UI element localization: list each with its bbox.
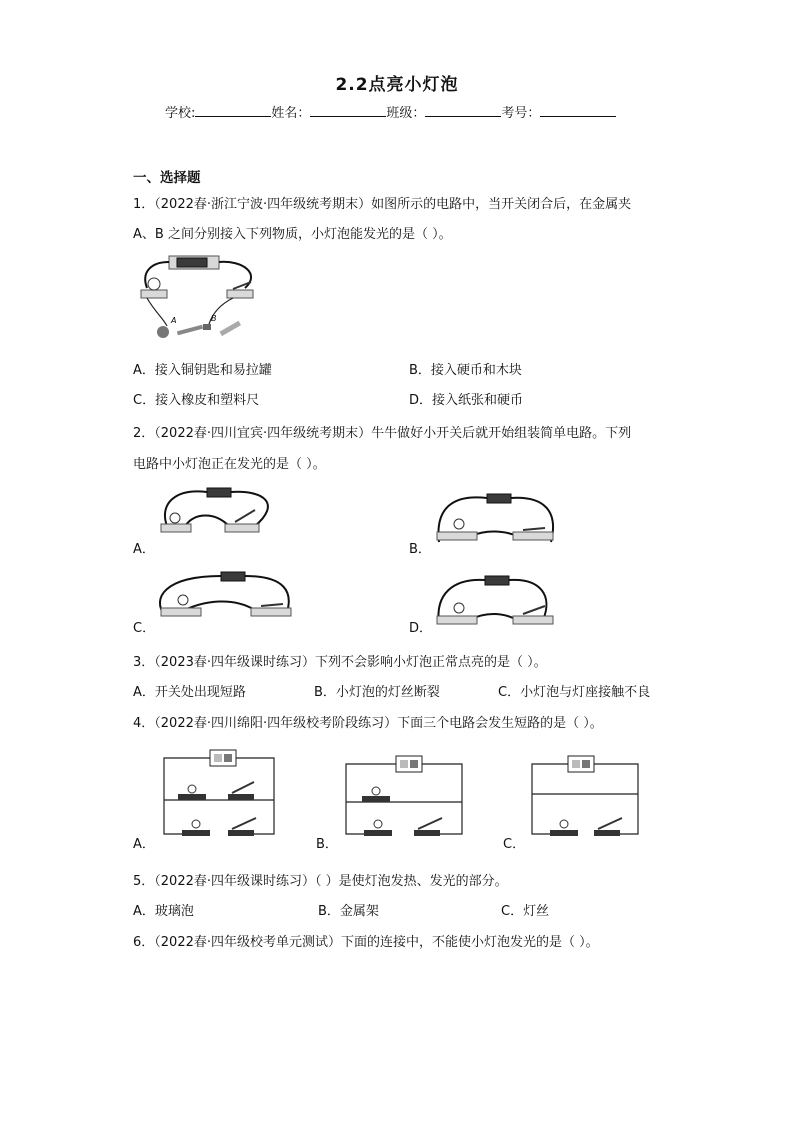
q1-option-b[interactable]: B．接入硬币和木块: [409, 363, 522, 378]
clip-b-label: B: [211, 314, 217, 323]
q2-circuit-b: [433, 490, 563, 548]
exam-number-blank[interactable]: [540, 102, 616, 117]
battery: [177, 258, 207, 267]
q3-option-b[interactable]: B．小灯泡的灯丝断裂: [314, 685, 440, 700]
q4-circuit-a: [158, 748, 278, 838]
q5-option-c[interactable]: C．灯丝: [501, 904, 550, 919]
q1-option-d[interactable]: D．接入纸张和硬币: [409, 393, 524, 408]
wire-to-clip-a: [147, 298, 167, 326]
q2-circuit-d: [433, 572, 563, 630]
q3-option-c[interactable]: C．小灯泡与灯座接触不良: [498, 685, 651, 700]
section-heading: 一、选择题: [133, 170, 201, 186]
question-5-line-1: 5．（2022春·四年级课时练习）（ ）是使灯泡发热、发光的部分。: [133, 874, 508, 889]
q2-circuit-a: [155, 484, 285, 542]
bulb-icon: [148, 278, 160, 290]
q2-option-b-label[interactable]: B．: [409, 542, 431, 557]
key-icon: [177, 325, 203, 336]
question-1-line-2: A、B 之间分别接入下列物质，小灯泡能发光的是（ ）。: [133, 227, 452, 242]
exam-number-label: 考号：: [501, 106, 541, 121]
q2-option-a-label[interactable]: A．: [133, 542, 155, 557]
student-info-line: [165, 102, 616, 121]
question-2-line-2: 电路中小灯泡正在发光的是（ ）。: [133, 457, 326, 472]
name-label: 姓名：: [271, 106, 311, 121]
coin-icon: [157, 326, 169, 338]
q2-option-c-label[interactable]: C．: [133, 621, 156, 636]
switch-base: [227, 290, 253, 298]
clip-a-label: A: [171, 316, 177, 325]
question-3-line-1: 3．（2023春·四年级课时练习）下列不会影响小灯泡正常点亮的是（ ）。: [133, 655, 547, 670]
q2-circuit-c: [155, 568, 295, 628]
q4-circuit-b: [342, 754, 464, 838]
question-1-line-1: 1．（2022春·浙江宁波·四年级统考期末）如图所示的电路中，当开关闭合后，在金属夹: [133, 197, 632, 212]
q5-option-a[interactable]: A．玻璃泡: [133, 904, 194, 919]
q1-option-a[interactable]: A．接入铜钥匙和易拉罐: [133, 363, 272, 378]
school-label: 学校:: [165, 106, 196, 121]
q2-option-d-label[interactable]: D．: [409, 621, 433, 636]
question-4-line-1: 4．（2022春·四川绵阳·四年级校考阶段练习）下面三个电路会发生短路的是（ ）。: [133, 716, 603, 731]
q3-option-a[interactable]: A．开关处出现短路: [133, 685, 246, 700]
name-blank[interactable]: [310, 102, 386, 117]
question-2-line-1: 2．（2022春·四川宜宾·四年级统考期末）牛牛做好小开关后就开始组装简单电路。下列: [133, 426, 632, 441]
question-1-circuit-figure: [133, 252, 273, 347]
q4-option-b-label[interactable]: B．: [316, 837, 338, 852]
q4-option-c-label[interactable]: C．: [503, 837, 526, 852]
q1-option-c[interactable]: C．接入橡皮和塑料尺: [133, 393, 260, 408]
q4-circuit-c: [528, 754, 640, 838]
school-blank[interactable]: [195, 102, 271, 117]
question-6-line-1: 6．（2022春·四年级校考单元测试）下面的连接中，不能使小灯泡发光的是（ ）。: [133, 935, 599, 950]
ruler-icon: [219, 321, 241, 336]
q5-option-b[interactable]: B．金属架: [318, 904, 379, 919]
eraser-icon: [203, 324, 211, 330]
class-blank[interactable]: [425, 102, 501, 117]
page-title: 2.2点亮小灯泡: [335, 75, 459, 95]
bulb-base: [141, 290, 167, 298]
q4-option-a-label[interactable]: A．: [133, 837, 155, 852]
class-label: 班级：: [386, 106, 426, 121]
